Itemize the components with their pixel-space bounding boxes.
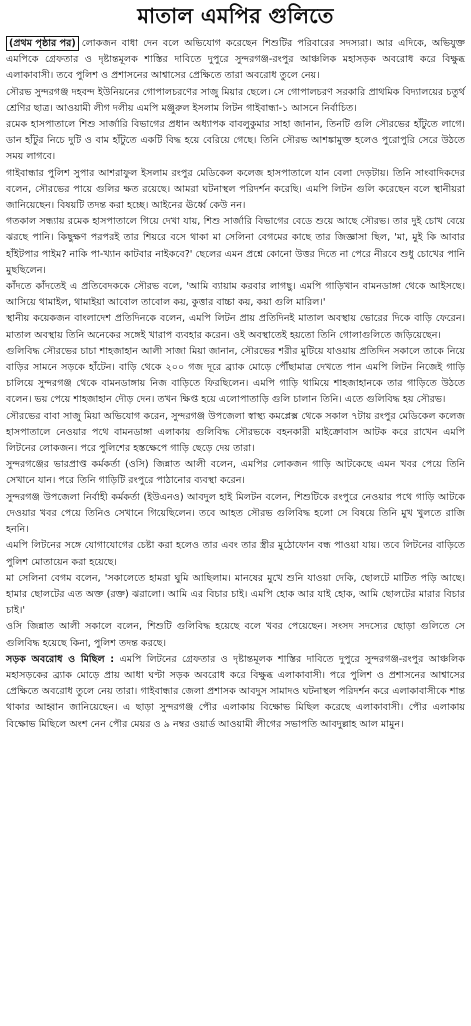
article-paragraph-10: সুন্দরগঞ্জের ভারপ্রাপ্ত কর্মকর্তা (ওসি) জিন্নাত আলী বলেন, এমপির লোকজন গাড়ি আটকেছে এমন খবর পেয়ে তিনি সেখানে যান। পরে তিনি গাড়িটি রংপুরে পাঠানোর ব্যবস্থা করেন। xyxy=(6,459,465,487)
article-paragraph-4: গাইবান্ধার পুলিশ সুপার আশরাফুল ইসলাম রংপুর মেডিকেল কলেজ হাসপাতালে যান বেলা দেড়টায়। তিনি সাংবাদিকদের বলেন, সৌরভের পায়ে গুলির ক্ষত রয়েছে। আমরা ঘটনাস্থল পরিদর্শন করেছি। এমপি লিটন গুলি করেছেন বলে স্থানীয়রা জানিয়েছেন। বিষয়টি তদন্ত করা হচ্ছে। আইনের ঊর্ধ্বে কেউ নন। xyxy=(6,167,465,212)
article-headline: মাতাল এমপির গুলিতে xyxy=(137,3,334,28)
article-paragraph-3: রমেক হাসপাতালে শিশু সার্জারি বিভাগের প্রধান অধ্যাপক বাবলুকুমার সাহা জানান, তিনটি গুলি সৌরভের হাঁটুতে লাগে। ডান হাঁটুর নিচে দুটি ও বাম হাঁটুতে একটি বিদ্ধ হয়ে বেরিয়ে গেছে। তিনি সৌরভ আশঙ্কামুক্ত হলেও পুরোপুরি সেরে উঠতে সময় লাগবে। xyxy=(6,119,465,163)
article-paragraph-2: সৌরভ সুন্দরগঞ্জ দহবন্দ ইউনিয়নের গোপালচরণের সাজু মিয়ার ছেলে। সে গোপালচরণ সরকারি প্রাথমিক বিদ্যালয়ের চতুর্থ শ্রেণির ছাত্র। আওয়ামী লীগ দলীয় এমপি মঞ্জুরুল ইসলাম লিটন গাইবান্ধা-১ আসনে নির্বাচিত। xyxy=(6,86,465,114)
paragraph-text: লোকজন বাধা দেন বলে অভিযোগ করেছেন শিশুটির পরিবারের সদস্যরা। আর এদিকে, অভিযুক্ত এমপিকে গ্রেফতার ও দৃষ্টান্তমূলক শাস্তির দাবিতে দুপুরে সুন্দরগঞ্জ-রংপুর আঞ্চলিক মহাসড়ক অবরোধ করে বিক্ষুব্ধ এলাকাবাসী। তবে পুলিশ ও প্রশাসনের আশ্বাসের প্রেক্ষিতে তারা অবরোধ তুলে নেয়। xyxy=(6,38,465,82)
article-paragraph-7: স্থানীয় কয়েকজন বাংলাদেশ প্রতিদিনকে বলেন, এমপি লিটন প্রায় প্রতিদিনই মাতাল অবস্থায় ভোরের দিকে বাড়ি ফেরেন। মাতাল অবস্থায় তিনি অনেকের সঙ্গেই খারাপ ব্যবহার করেন। ওই অবস্থাতেই হয়তো তিনি গোলাগুলিতে জড়িয়েছেন। xyxy=(6,313,465,341)
article-paragraph-14: ওসি জিন্নাত আলী সকালে বলেন, শিশুটি গুলিবিদ্ধ হয়েছে বলে খবর পেয়েছেন। সংসদ সদস্যের ছোড়া গুলিতে সে গুলিবিদ্ধ হয়েছে কিনা, পুলিশ তদন্ত করছে। xyxy=(6,621,465,649)
paragraph-text: এমপি লিটনের গ্রেফতার ও দৃষ্টান্তমূলক শাস্তির দাবিতে দুপুরে সুন্দরগঞ্জ-রংপুর আঞ্চলিক মহাসড়কের ব্র্যাক মোড়ে প্রায় আধা ঘণ্টা সড়ক অবরোধ করে বিক্ষুব্ধ এলাকাবাসী। পরে পুলিশ ও প্রশাসনের আশ্বাসের প্রেক্ষিতে অবরোধ তুলে নেয় তারা। গাইবান্ধার জেলা প্রশাসক আবদুস সামাদও ঘটনাস্থল পরিদর্শন করে এলাকাবাসীকে শান্ত থাকার আহ্বান জানিয়েছেন। এ ছাড়া সুন্দরগঞ্জ পৌর এলাকায় বিক্ষোভ মিছিল করেছে এলাকাবাসী। পৌর এলাকায় বিক্ষোভ মিছিলে অংশ নেন পৌর মেয়র ও ৯ নম্বর ওয়ার্ড আওয়ামী লীগের সভাপতি আবদুল্লাহ আল মামুন। xyxy=(6,653,465,730)
section-subhead: সড়ক অবরোধ ও মিছিল : xyxy=(6,653,115,665)
article-paragraph-1 xyxy=(6,36,465,85)
article-paragraph-8: গুলিবিদ্ধ সৌরভের চাচা শাহজাহান আলী সাজা মিয়া জানান, সৌরভের শরীর মুটিয়ে যাওয়ায় প্রতিদিন সকালে তাকে নিয়ে বাড়ির সামনে সড়কে হাঁটেন। বাড়ি থেকে ২০০ গজ দূরে ব্র্যাক মোড়ে পৌঁছামাত্র দেখতে পান এমপি লিটন নিজেই গাড়ি চালিয়ে সুন্দরগঞ্জ থেকে বামনডাঙ্গায় নিজ বাড়িতে ফিরছিলেন। এমপি গাড়ি থামিয়ে শাহজাহানকে তার গাড়িতে উঠতে বলেন। ভয় পেয়ে শাহজাহান দৌড় দেন। তখন ক্ষিপ্ত হয়ে এলোপাতাড়ি গুলি চালান তিনি। এতে গুলিবিদ্ধ হয় সৌরভ। xyxy=(6,345,465,406)
article-paragraph-9: সৌরভের বাবা সাজু মিয়া অভিযোগ করেন, সুন্দরগঞ্জ উপজেলা স্বাস্থ্য কমপ্লেক্স থেকে সকাল ৭টায় রংপুর মেডিকেল কলেজ হাসপাতালে নেওয়ার পথে বামনডাঙ্গা এলাকায় গুলিবিদ্ধ সৌরভকে বহনকারী মাইক্রোবাস আটক করে রাখেন এমপি লিটনের লোকজন। পরে পুলিশের হস্তক্ষেপে গাড়ি ছেড়ে দেয় তারা। xyxy=(6,410,465,455)
article-paragraph-5: গতকাল সন্ধ্যায় রমেক হাসপাতালে গিয়ে দেখা যায়, শিশু সার্জারি বিভাগের বেডে শুয়ে আছে সৌরভ। তার দুই চোখ বেয়ে ঝরছে পানি। কিছুক্ষণ পরপরই তার শিয়রে বসে থাকা মা সেলিনা বেগমের কাছে তার জিজ্ঞাসা ছিল, 'মা, মুই কি আবার হাঁইটপার পাইম? নাকি পা-খ্যান কাটবার নাইকবে?' ছেলের এমন প্রশ্নে কোনো উত্তর দিতে না পেরে নীরবে শুধু চোখের পানি মুছছিলেন। xyxy=(6,216,465,276)
article-paragraph-11: সুন্দরগঞ্জ উপজেলা নির্বাহী কর্মকর্তা (ইউএনও) আবদুল হাই মিলটন বলেন, শিশুটিকে রংপুরে নেওয়ার পথে গাড়ি আটকে দেওয়ার খবর পেয়ে তিনিও সেখানে গিয়েছিলেন। তবে আহত সৌরভ গুলিবিদ্ধ হলো সে বিষয়ে তিনি মুখ খুলতে রাজি হননি। xyxy=(6,491,465,536)
continued-from-front-page-tag: (প্রথম পৃষ্ঠার পর) xyxy=(6,36,79,51)
article-paragraph-12: এমপি লিটনের সঙ্গে যোগাযোগের চেষ্টা করা হলেও তার এবং তার স্ত্রীর মুঠোফোন বন্ধ পাওয়া যায়। তবে লিটনের বাড়িতে পুলিশ মোতায়েন করা হয়েছে। xyxy=(6,540,465,568)
article-body xyxy=(6,36,465,733)
article-paragraph-13: মা সেলিনা বেগম বলেন, 'সকালেতে হামরা ঘুমি আছিলাম। মানষের মুখে শুনি যাওয়া দেকি, ছোলটে মাটিত পড়ি আছে। হামার ছোলটের এত অক্ত (রক্ত) ঝরালো। আমি এর বিচার চাই। এমপি হোক আর যাই হোক, আমি ছোলটের মারার বিচার চাই।' xyxy=(6,572,465,617)
article-paragraph-15 xyxy=(6,652,465,733)
article-paragraph-6: কাঁদতে কাঁদতেই এ প্রতিবেদককে সৌরভ বলে, 'আমি ব্যায়াম করবার লাগছু। এমপি গাড়িখান বামনডাঙ্গা থেকে আইসছে। আসিয়ে থামাইল, থামাইয়া আবোল তাবোল কয়, কুত্তার বাচ্চা কয়, কয়া গুলি মারিল।' xyxy=(6,281,465,309)
